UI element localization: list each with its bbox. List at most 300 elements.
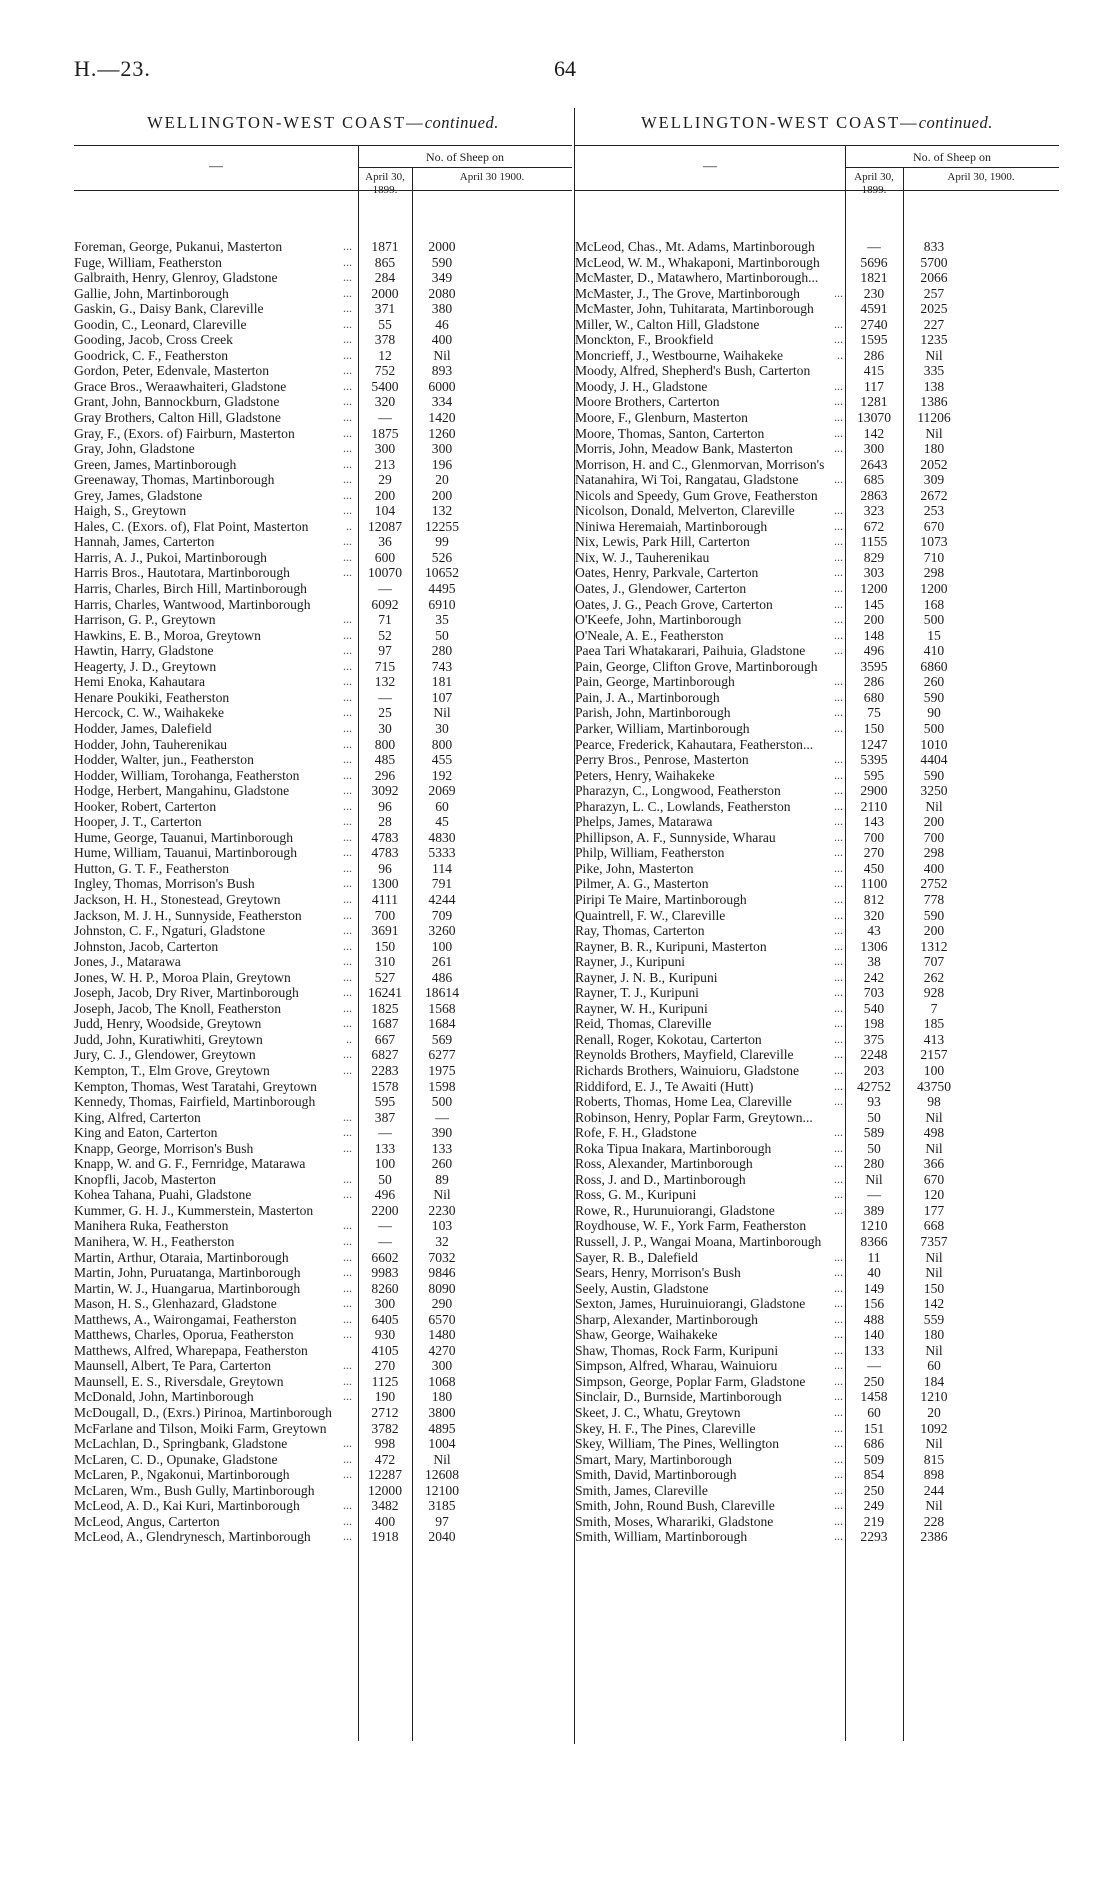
leader-dots: ... xyxy=(343,1249,352,1264)
owner-name: Smith, James, Clareville xyxy=(575,1482,708,1498)
leader-dots: .. xyxy=(837,347,843,362)
sheep-1900: 7 xyxy=(930,1000,938,1016)
sheep-1899: 52 xyxy=(378,627,392,643)
sheep-1900: 334 xyxy=(431,394,453,410)
table-row xyxy=(575,1436,1059,1452)
sheep-1900: 3800 xyxy=(428,1405,456,1421)
owner-name: Johnston, C. F., Ngaturi, Gladstone xyxy=(74,923,266,939)
table-row xyxy=(74,674,572,690)
owner-name: Hodder, John, Tauherenikau xyxy=(74,736,228,752)
table-row xyxy=(575,1079,1059,1095)
sheep-1900: 20 xyxy=(927,1405,941,1421)
sheep-1900: 200 xyxy=(923,923,945,939)
table-row xyxy=(575,565,1059,581)
sheep-1900: 253 xyxy=(923,503,945,519)
sheep-1899: 1200 xyxy=(860,581,888,597)
sheep-1899: 715 xyxy=(374,658,396,674)
sheep-1899: 3782 xyxy=(371,1420,399,1436)
header-april-1899: April 30, 1899. xyxy=(365,171,405,196)
table-row xyxy=(74,348,572,364)
sheep-1900: 1010 xyxy=(920,736,948,752)
leader-dots: ... xyxy=(343,456,352,471)
table-row xyxy=(74,457,572,473)
table-row xyxy=(575,876,1059,892)
sheep-1900: 12100 xyxy=(425,1482,459,1498)
owner-name: Skey, H. F., The Pines, Clareville xyxy=(575,1420,756,1436)
table-row xyxy=(575,1187,1059,1203)
table-row xyxy=(575,1296,1059,1312)
owner-name: Monckton, F., Brookfield xyxy=(575,332,714,348)
sheep-1899: 2000 xyxy=(371,285,399,301)
sheep-1899: 50 xyxy=(378,1171,392,1187)
leader-dots: ... xyxy=(343,487,352,502)
owner-name: Rayner, J. N. B., Kuripuni xyxy=(575,969,718,985)
sheep-1900: 590 xyxy=(923,767,945,783)
table-row xyxy=(74,1343,572,1359)
leader-dots: ... xyxy=(343,254,352,269)
sheep-1899: 6405 xyxy=(371,1311,399,1327)
sheep-1900: 1420 xyxy=(428,410,456,426)
owner-name: Pilmer, A. G., Masterton xyxy=(575,876,709,892)
leader-dots: ... xyxy=(343,938,352,953)
sheep-1900: 132 xyxy=(431,503,453,519)
sheep-1900: 2069 xyxy=(428,783,456,799)
sheep-1899: 42752 xyxy=(857,1078,891,1094)
sheep-1900: 3250 xyxy=(920,783,948,799)
sheep-1899: 300 xyxy=(863,441,885,457)
owner-name: Nicolson, Donald, Melverton, Clareville xyxy=(575,503,795,519)
sheep-1900: 7032 xyxy=(428,1249,456,1265)
table-row xyxy=(74,1125,572,1141)
sheep-1899: 3595 xyxy=(860,658,888,674)
owner-name: McDonald, John, Martinborough xyxy=(74,1389,254,1405)
sheep-1899: 595 xyxy=(374,1094,396,1110)
sheep-1900: 800 xyxy=(431,736,453,752)
table-row xyxy=(575,923,1059,939)
leader-dots: ... xyxy=(343,1000,352,1015)
table-row xyxy=(74,1296,572,1312)
table-row xyxy=(575,1312,1059,1328)
sheep-1899: 50 xyxy=(867,1109,881,1125)
table-row xyxy=(575,628,1059,644)
owner-name: Hodder, Walter, jun., Featherston xyxy=(74,752,254,768)
owner-name: Maunsell, E. S., Riversdale, Greytown xyxy=(74,1373,284,1389)
table-row xyxy=(575,612,1059,628)
owner-name: Martin, Arthur, Otaraia, Martinborough xyxy=(74,1249,289,1265)
owner-name: Rayner, T. J., Kuripuni xyxy=(575,985,699,1001)
table-row xyxy=(74,1250,572,1266)
table-row xyxy=(74,1312,572,1328)
leader-dots: ... xyxy=(834,534,843,549)
leader-dots: ... xyxy=(834,1373,843,1388)
leader-dots: ... xyxy=(343,736,352,751)
owner-name: Moody, J. H., Gladstone xyxy=(575,378,708,394)
sheep-1899: 133 xyxy=(374,1140,396,1156)
sheep-1899: 280 xyxy=(863,1156,885,1172)
sheep-1899: 13070 xyxy=(857,410,891,426)
table-row xyxy=(74,705,572,721)
table-row xyxy=(575,472,1059,488)
table-row xyxy=(74,239,572,255)
owner-name: Henare Poukiki, Featherston xyxy=(74,689,230,705)
sheep-1899: 30 xyxy=(378,720,392,736)
sheep-1900: 133 xyxy=(431,1140,453,1156)
sheep-1900: 486 xyxy=(431,969,453,985)
leader-dots: ... xyxy=(834,627,843,642)
leader-dots: ... xyxy=(834,1296,843,1311)
owner-name: Richards Brothers, Wainuioru, Gladstone xyxy=(575,1062,800,1078)
table-row xyxy=(74,1032,572,1048)
owner-name: Renall, Roger, Kokotau, Carterton xyxy=(575,1031,762,1047)
sheep-1899: 4591 xyxy=(860,301,888,317)
report-reference: H.—23. xyxy=(74,56,151,81)
table-row xyxy=(575,1141,1059,1157)
owner-name: Foreman, George, Pukanui, Masterton xyxy=(74,239,283,254)
sheep-1900: 2000 xyxy=(428,239,456,254)
table-row xyxy=(575,394,1059,410)
sheep-1900: 46 xyxy=(435,316,449,332)
table-row xyxy=(74,1047,572,1063)
owner-name: Moore, F., Glenburn, Masterton xyxy=(575,410,748,426)
leader-dots: ... xyxy=(834,425,843,440)
sheep-1900: 893 xyxy=(431,363,453,379)
section-title-main: WELLINGTON-WEST COAST— xyxy=(641,113,919,132)
sheep-1900: 2025 xyxy=(920,301,948,317)
table-row xyxy=(74,379,572,395)
sheep-1899: 100 xyxy=(374,1156,396,1172)
sheep-1900: 196 xyxy=(431,456,453,472)
table-row xyxy=(575,1343,1059,1359)
sheep-1899: 1821 xyxy=(860,270,888,286)
owner-name: Reynolds Brothers, Mayfield, Clareville xyxy=(575,1047,794,1063)
sheep-1899: 854 xyxy=(863,1467,885,1483)
table-row xyxy=(575,939,1059,955)
sheep-1899: 700 xyxy=(863,829,885,845)
table-row xyxy=(74,892,572,908)
table-row xyxy=(74,1187,572,1203)
leader-dots: ... xyxy=(834,378,843,393)
owner-name: Hutton, G. T. F., Featherston xyxy=(74,860,230,876)
leader-dots: ... xyxy=(343,332,352,347)
owner-name: Grant, John, Bannockburn, Gladstone xyxy=(74,394,280,410)
sheep-1899: 75 xyxy=(867,705,881,721)
leader-dots: ... xyxy=(343,270,352,285)
sheep-1900: 97 xyxy=(435,1513,449,1529)
table-row xyxy=(74,814,572,830)
leader-dots: ... xyxy=(343,1296,352,1311)
sheep-1899: 150 xyxy=(374,938,396,954)
sheep-1899: 667 xyxy=(374,1031,396,1047)
table-row xyxy=(74,1156,572,1172)
sheep-1899: 286 xyxy=(863,347,885,363)
sheep-1899: 752 xyxy=(374,363,396,379)
owner-name: Hooper, J. T., Carterton xyxy=(74,814,202,830)
header-top-rule xyxy=(74,145,572,146)
owner-name: Kennedy, Thomas, Fairfield, Martinborough xyxy=(74,1094,316,1110)
sheep-1900: 898 xyxy=(923,1467,945,1483)
sheep-1899: 140 xyxy=(863,1327,885,1343)
sheep-1900: 526 xyxy=(431,549,453,565)
sheep-1899: 230 xyxy=(863,285,885,301)
leader-dots: ... xyxy=(343,347,352,362)
sheep-1899: 203 xyxy=(863,1062,885,1078)
sheep-1899: 300 xyxy=(374,441,396,457)
sheep-1900: 4895 xyxy=(428,1420,456,1436)
table-row xyxy=(74,908,572,924)
table-body xyxy=(575,239,1059,1545)
owner-name: Niniwa Heremaiah, Martinborough xyxy=(575,518,768,534)
table-row xyxy=(575,1016,1059,1032)
leader-dots: ... xyxy=(343,1047,352,1062)
owner-name: Martin, John, Puruatanga, Martinborough xyxy=(74,1265,301,1281)
leader-dots: ... xyxy=(343,503,352,518)
table-row xyxy=(575,286,1059,302)
table-row xyxy=(575,1265,1059,1281)
owner-name: Simpson, Alfred, Wharau, Wainuioru xyxy=(575,1358,778,1374)
sheep-1899: 250 xyxy=(863,1482,885,1498)
table-row xyxy=(74,845,572,861)
leader-dots: ... xyxy=(343,783,352,798)
sheep-1899: 320 xyxy=(374,394,396,410)
leader-dots: ... xyxy=(834,1000,843,1015)
table-row xyxy=(575,1389,1059,1405)
sheep-1899: 485 xyxy=(374,752,396,768)
table-row xyxy=(74,1110,572,1126)
sheep-1900: 114 xyxy=(432,860,452,876)
leader-dots: ... xyxy=(343,301,352,316)
table-row xyxy=(74,939,572,955)
table-row xyxy=(575,705,1059,721)
sheep-1899: 540 xyxy=(863,1000,885,1016)
leader-dots: ... xyxy=(834,985,843,1000)
sheep-1900: 280 xyxy=(431,643,453,659)
owner-name: Smart, Mary, Martinborough xyxy=(575,1451,732,1467)
owner-name: Hodder, William, Torohanga, Featherston xyxy=(74,767,300,783)
leader-dots: .. xyxy=(346,518,352,533)
sheep-1899: 1687 xyxy=(371,1016,399,1032)
sheep-1899: 496 xyxy=(374,1187,396,1203)
owner-name: Moncrieff, J., Westbourne, Waihakeke xyxy=(575,347,784,363)
leader-dots: ... xyxy=(343,549,352,564)
table-row xyxy=(575,1374,1059,1390)
table-row xyxy=(74,441,572,457)
owner-name: Sinclair, D., Burnside, Martinborough xyxy=(575,1389,782,1405)
section-title xyxy=(74,113,572,133)
sheep-1899: 1281 xyxy=(860,394,888,410)
table-row xyxy=(575,1156,1059,1172)
table-row xyxy=(575,1250,1059,1266)
sheep-1900: Nil xyxy=(925,798,943,814)
leader-dots: ... xyxy=(343,363,352,378)
group-header-rule xyxy=(358,167,572,168)
owner-name: Mason, H. S., Glenhazard, Gladstone xyxy=(74,1296,277,1312)
leader-dots: ... xyxy=(834,938,843,953)
owner-name: Gray, F., (Exors. of) Fairburn, Masterton xyxy=(74,425,295,441)
leader-dots: ... xyxy=(343,829,352,844)
table-row xyxy=(575,270,1059,286)
sheep-1899: 2248 xyxy=(860,1047,888,1063)
sheep-1900: 227 xyxy=(923,316,945,332)
leader-dots: ... xyxy=(834,907,843,922)
sheep-1899: 4783 xyxy=(371,845,399,861)
table-row xyxy=(74,1358,572,1374)
sheep-1899: 71 xyxy=(378,612,392,628)
sheep-1899: 4111 xyxy=(371,891,399,907)
table-row xyxy=(74,565,572,581)
blank-header: — xyxy=(703,159,717,174)
sheep-1899: 2863 xyxy=(860,487,888,503)
leader-dots: ... xyxy=(343,565,352,580)
sheep-1900: 1386 xyxy=(920,394,948,410)
table-row xyxy=(74,768,572,784)
table-row xyxy=(74,737,572,753)
table-row xyxy=(575,643,1059,659)
leader-dots: ... xyxy=(343,534,352,549)
owner-name: Oates, Henry, Parkvale, Carterton xyxy=(575,565,759,581)
table-row xyxy=(74,1498,572,1514)
leader-dots: ... xyxy=(343,1358,352,1373)
leader-dots: ... xyxy=(834,1062,843,1077)
sheep-1900: 168 xyxy=(923,596,945,612)
leader-dots: ... xyxy=(834,549,843,564)
table-row xyxy=(575,1063,1059,1079)
leader-dots: ... xyxy=(834,1389,843,1404)
sheep-1900: 4404 xyxy=(920,752,948,768)
sheep-1899: 2740 xyxy=(860,316,888,332)
sheep-1900: 12255 xyxy=(425,518,459,534)
table-row xyxy=(575,1125,1059,1141)
leader-dots: ... xyxy=(834,1311,843,1326)
sheep-1900: 559 xyxy=(923,1311,945,1327)
owner-name: McMaster, John, Tuhitarata, Martinborough xyxy=(575,301,814,317)
sheep-1900: 15 xyxy=(927,627,941,643)
sheep-1899: 38 xyxy=(867,954,881,970)
sheep-1899: 998 xyxy=(374,1436,396,1452)
leader-dots: ... xyxy=(343,378,352,393)
owner-name: Ross, J. and D., Martinborough xyxy=(575,1171,746,1187)
sheep-1900: 1598 xyxy=(428,1078,456,1094)
sheep-1899: 250 xyxy=(863,1373,885,1389)
sheep-1900: 390 xyxy=(431,1125,453,1141)
table-row xyxy=(74,1452,572,1468)
owner-name: Gray Brothers, Calton Hill, Gladstone xyxy=(74,410,281,426)
leader-dots: ... xyxy=(834,503,843,518)
table-row xyxy=(74,752,572,768)
leader-dots: ... xyxy=(834,1498,843,1513)
leader-dots: ... xyxy=(834,1171,843,1186)
sheep-1900: 670 xyxy=(923,1171,945,1187)
sheep-1900: 349 xyxy=(431,270,453,286)
leader-dots: ... xyxy=(343,1467,352,1482)
table-row xyxy=(74,1203,572,1219)
table-row xyxy=(575,1327,1059,1343)
owner-name: Hawtin, Harry, Gladstone xyxy=(74,643,214,659)
leader-dots: ... xyxy=(834,1031,843,1046)
sheep-1899: 16241 xyxy=(368,985,402,1001)
sheep-1900: 45 xyxy=(435,814,449,830)
owner-name: Roberts, Thomas, Home Lea, Clareville xyxy=(575,1094,792,1110)
owner-name: Natanahira, Wi Toi, Rangatau, Gladstone xyxy=(575,472,799,488)
leader-dots: ... xyxy=(834,1327,843,1342)
leader-dots: ... xyxy=(834,674,843,689)
owner-name: Sears, Henry, Morrison's Bush xyxy=(575,1265,741,1281)
sheep-1900: 200 xyxy=(431,487,453,503)
sheep-1899: 142 xyxy=(863,425,885,441)
sheep-1900: 4830 xyxy=(428,829,456,845)
leader-dots: ... xyxy=(834,518,843,533)
sheep-1900: Nil xyxy=(433,705,451,721)
sheep-1900: 98 xyxy=(927,1094,941,1110)
owner-name: McLaren, P., Ngakonui, Martinborough xyxy=(74,1467,290,1483)
owner-name: Hume, William, Tauanui, Martinborough xyxy=(74,845,298,861)
sheep-1899: 12000 xyxy=(368,1482,402,1498)
table-row xyxy=(74,286,572,302)
sheep-1899: 156 xyxy=(863,1296,885,1312)
owner-name: Reid, Thomas, Clareville xyxy=(575,1016,712,1032)
sheep-1900: 1200 xyxy=(920,581,948,597)
sheep-1900: 1684 xyxy=(428,1016,456,1032)
sheep-1899: 50 xyxy=(867,1140,881,1156)
leader-dots: ... xyxy=(343,1280,352,1295)
sheep-1900: 590 xyxy=(431,254,453,270)
table-row xyxy=(575,457,1059,473)
sheep-1900: 180 xyxy=(431,1389,453,1405)
owner-name: Matthews, A., Wairongamai, Featherston xyxy=(74,1311,297,1327)
sheep-1899: 1300 xyxy=(371,876,399,892)
owner-name: King and Eaton, Carterton xyxy=(74,1125,218,1141)
sheep-1899: 2200 xyxy=(371,1202,399,1218)
sheep-1899: 1210 xyxy=(860,1218,888,1234)
sheep-1899: 378 xyxy=(374,332,396,348)
sheep-1900: Nil xyxy=(433,1187,451,1203)
sheep-1900: 8090 xyxy=(428,1280,456,1296)
sheep-1900: 413 xyxy=(923,1031,945,1047)
sheep-1900: 300 xyxy=(431,1358,453,1374)
sheep-1900: 180 xyxy=(923,1327,945,1343)
sheep-1899: 29 xyxy=(378,472,392,488)
sheep-1899: 2712 xyxy=(371,1405,399,1421)
owner-name: Ross, Alexander, Martinborough xyxy=(575,1156,753,1172)
leader-dots: ... xyxy=(343,767,352,782)
table-row xyxy=(575,1172,1059,1188)
sheep-1899: 300 xyxy=(374,1296,396,1312)
leader-dots: ... xyxy=(834,1280,843,1295)
blank-header: — xyxy=(209,159,223,174)
owner-name: McMaster, D., Matawhero, Martinborough... xyxy=(575,270,819,286)
leader-dots: ... xyxy=(834,1436,843,1451)
sheep-1900: 6910 xyxy=(428,596,456,612)
sheep-1899: 104 xyxy=(374,503,396,519)
sheep-1899: 12 xyxy=(378,347,392,363)
leader-dots: ... xyxy=(343,1171,352,1186)
sheep-1900: 709 xyxy=(431,907,453,923)
leader-dots: ... xyxy=(834,1451,843,1466)
owner-name: Gray, John, Gladstone xyxy=(74,441,195,457)
sheep-1899: 1306 xyxy=(860,938,888,954)
table-row xyxy=(575,985,1059,1001)
leader-dots: ... xyxy=(343,1109,352,1124)
sheep-1899: 2110 xyxy=(860,798,888,814)
owner-name: Hales, C. (Exors. of), Flat Point, Masterton xyxy=(74,518,309,534)
sheep-1899: 1578 xyxy=(371,1078,399,1094)
table-row xyxy=(575,519,1059,535)
leader-dots: ... xyxy=(343,627,352,642)
owner-name: McLaren, Wm., Bush Gully, Martinborough xyxy=(74,1482,315,1498)
sheep-1900: Nil xyxy=(925,1265,943,1281)
sheep-1899: 1918 xyxy=(371,1529,399,1545)
sheep-1899: 6602 xyxy=(371,1249,399,1265)
sheep-1900: 410 xyxy=(923,643,945,659)
